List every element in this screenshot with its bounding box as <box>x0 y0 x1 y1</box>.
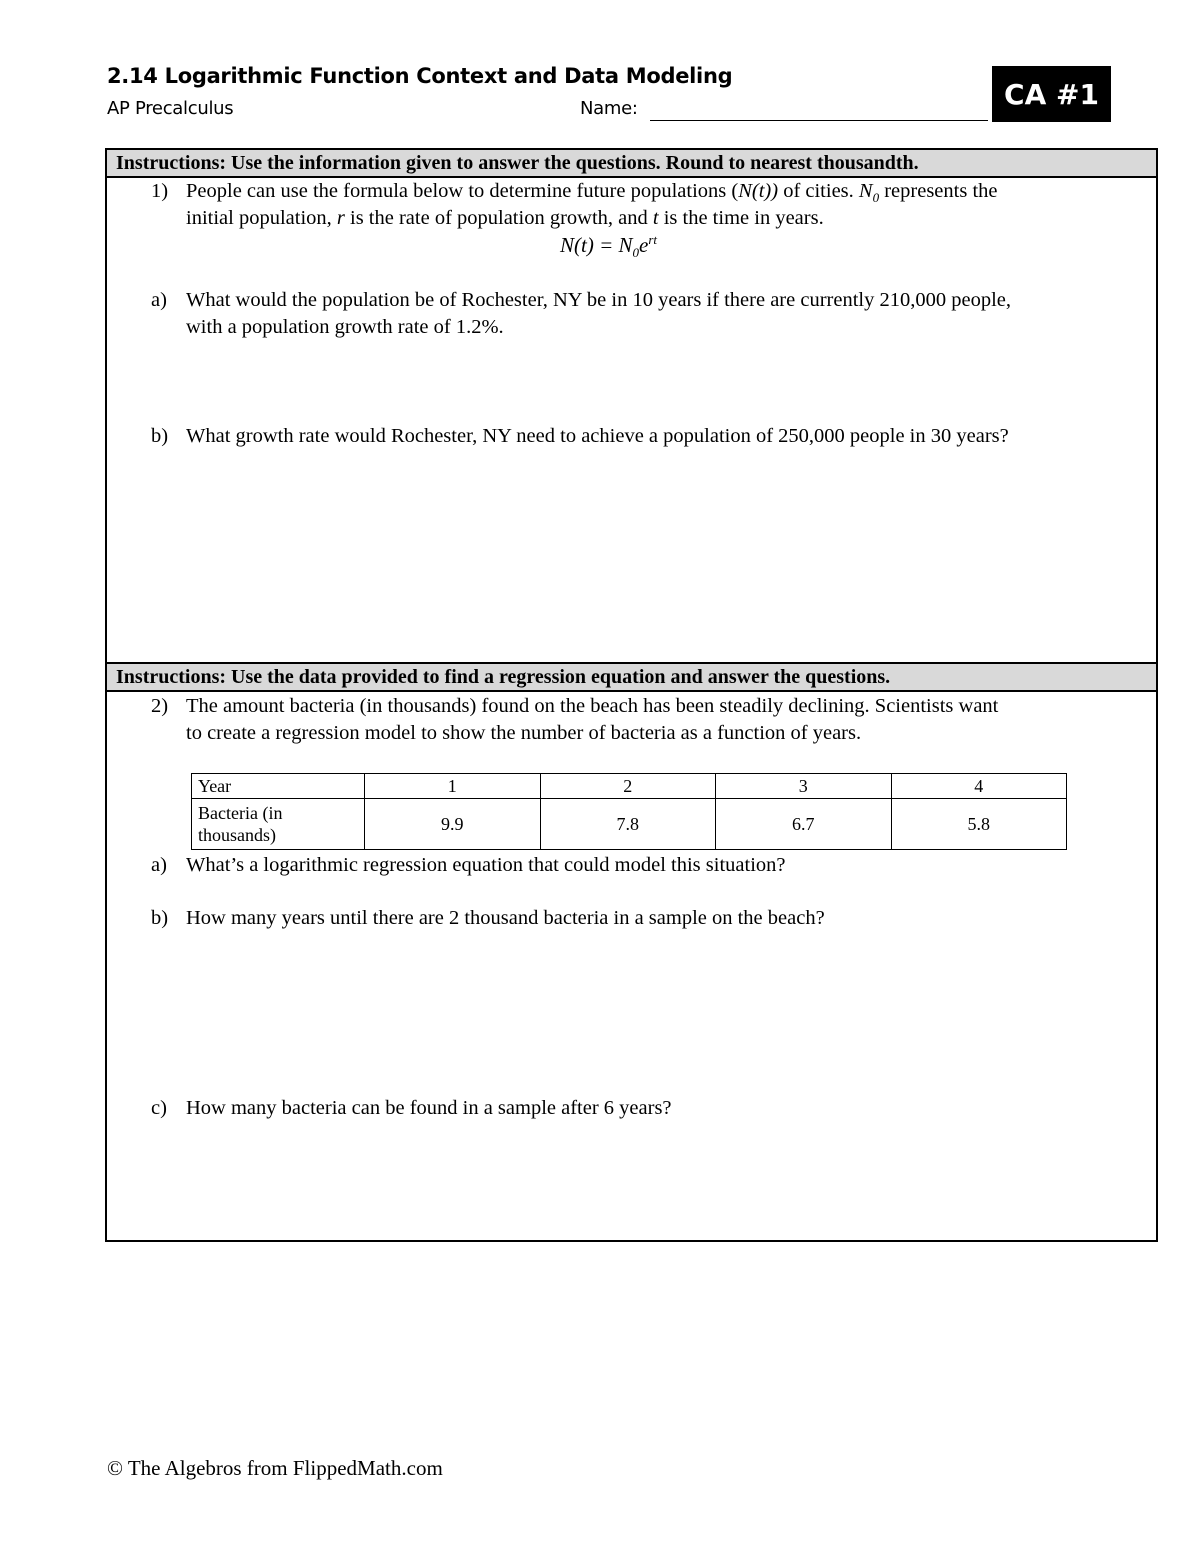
formula-lhs: N(t) = N <box>560 233 633 257</box>
table-cell-year: 3 <box>716 774 892 799</box>
course-name: AP Precalculus <box>107 98 234 119</box>
table-cell-year: 1 <box>365 774 541 799</box>
table-row-bacteria <box>192 799 1067 850</box>
table-cell-year: 2 <box>540 774 716 799</box>
question-2a-text: What’s a logarithmic regression equation that could model this situation? <box>186 854 786 876</box>
section-2-box <box>105 662 1158 1242</box>
question-1a-line-1: What would the population be of Rochester, NY be in 10 years if there are currently 210,000 people, <box>186 289 1011 311</box>
assignment-badge: CA #1 <box>992 66 1111 122</box>
table-cell-year: 4 <box>891 774 1067 799</box>
q1-text-b: of cities. <box>778 180 859 202</box>
q1-line2-a: initial population, <box>186 207 337 229</box>
name-label: Name: <box>580 98 638 119</box>
question-2-line-2: to create a regression model to show the number of bacteria as a function of years. <box>186 722 862 744</box>
question-2b-text: How many years until there are 2 thousand bacteria in a sample on the beach? <box>186 907 825 929</box>
worksheet-title: 2.14 Logarithmic Function Context and Data Modeling <box>107 64 733 88</box>
q1-n0: N <box>858 180 873 202</box>
q1-r: r <box>336 207 345 229</box>
q1-n0-sub: 0 <box>872 190 880 206</box>
formula-sub: 0 <box>632 245 640 261</box>
table-cell-bacteria: 7.8 <box>540 799 716 850</box>
table-row-year <box>192 774 1067 799</box>
table-cell-bacteria: 6.7 <box>716 799 892 850</box>
population-formula <box>560 232 657 261</box>
q1-t: t <box>652 207 659 229</box>
table-cell-bacteria: 9.9 <box>365 799 541 850</box>
question-1a-number: a) <box>151 289 167 311</box>
q1-text-c: represents the <box>879 180 998 202</box>
copyright-footer: © The Algebros from FlippedMath.com <box>107 1456 443 1480</box>
question-1-number: 1) <box>151 180 169 202</box>
table-header-year: Year <box>192 774 365 799</box>
question-2-line-1: The amount bacteria (in thousands) found on the beach has been steadily declining. Scientists want <box>186 695 999 717</box>
q1-line2-c: is the time in years. <box>658 207 824 229</box>
question-1b-number: b) <box>151 425 169 447</box>
question-2-number: 2) <box>151 695 169 717</box>
question-2c-number: c) <box>151 1097 167 1119</box>
formula-e: e <box>639 233 649 257</box>
bacteria-header-line-2: thousands) <box>198 825 276 845</box>
table-cell-bacteria: 5.8 <box>891 799 1067 850</box>
question-1a-line-2: with a population growth rate of 1.2%. <box>186 316 504 338</box>
question-2a-number: a) <box>151 854 167 876</box>
name-blank-line <box>650 120 988 121</box>
section-1-instructions: Instructions: Use the information given to answer the questions. Round to nearest thousandth. <box>107 150 1156 178</box>
question-1b-text: What growth rate would Rochester, NY need to achieve a population of 250,000 people in 30 years? <box>186 425 1009 447</box>
bacteria-header-line-1: Bacteria (in <box>198 803 283 823</box>
question-2b-number: b) <box>151 907 169 929</box>
question-1-line-2 <box>186 205 824 232</box>
table-header-bacteria <box>192 799 365 850</box>
formula-sup: rt <box>648 232 658 247</box>
bacteria-data-table <box>191 773 1067 850</box>
q1-line2-b: is the rate of population growth, and <box>344 207 653 229</box>
question-2c-text: How many bacteria can be found in a sample after 6 years? <box>186 1097 672 1119</box>
q1-nt: N(t)) <box>738 180 779 202</box>
q1-text-a: People can use the formula below to determine future populations ( <box>186 180 739 202</box>
section-2-instructions: Instructions: Use the data provided to find a regression equation and answer the questions. <box>107 664 1156 692</box>
